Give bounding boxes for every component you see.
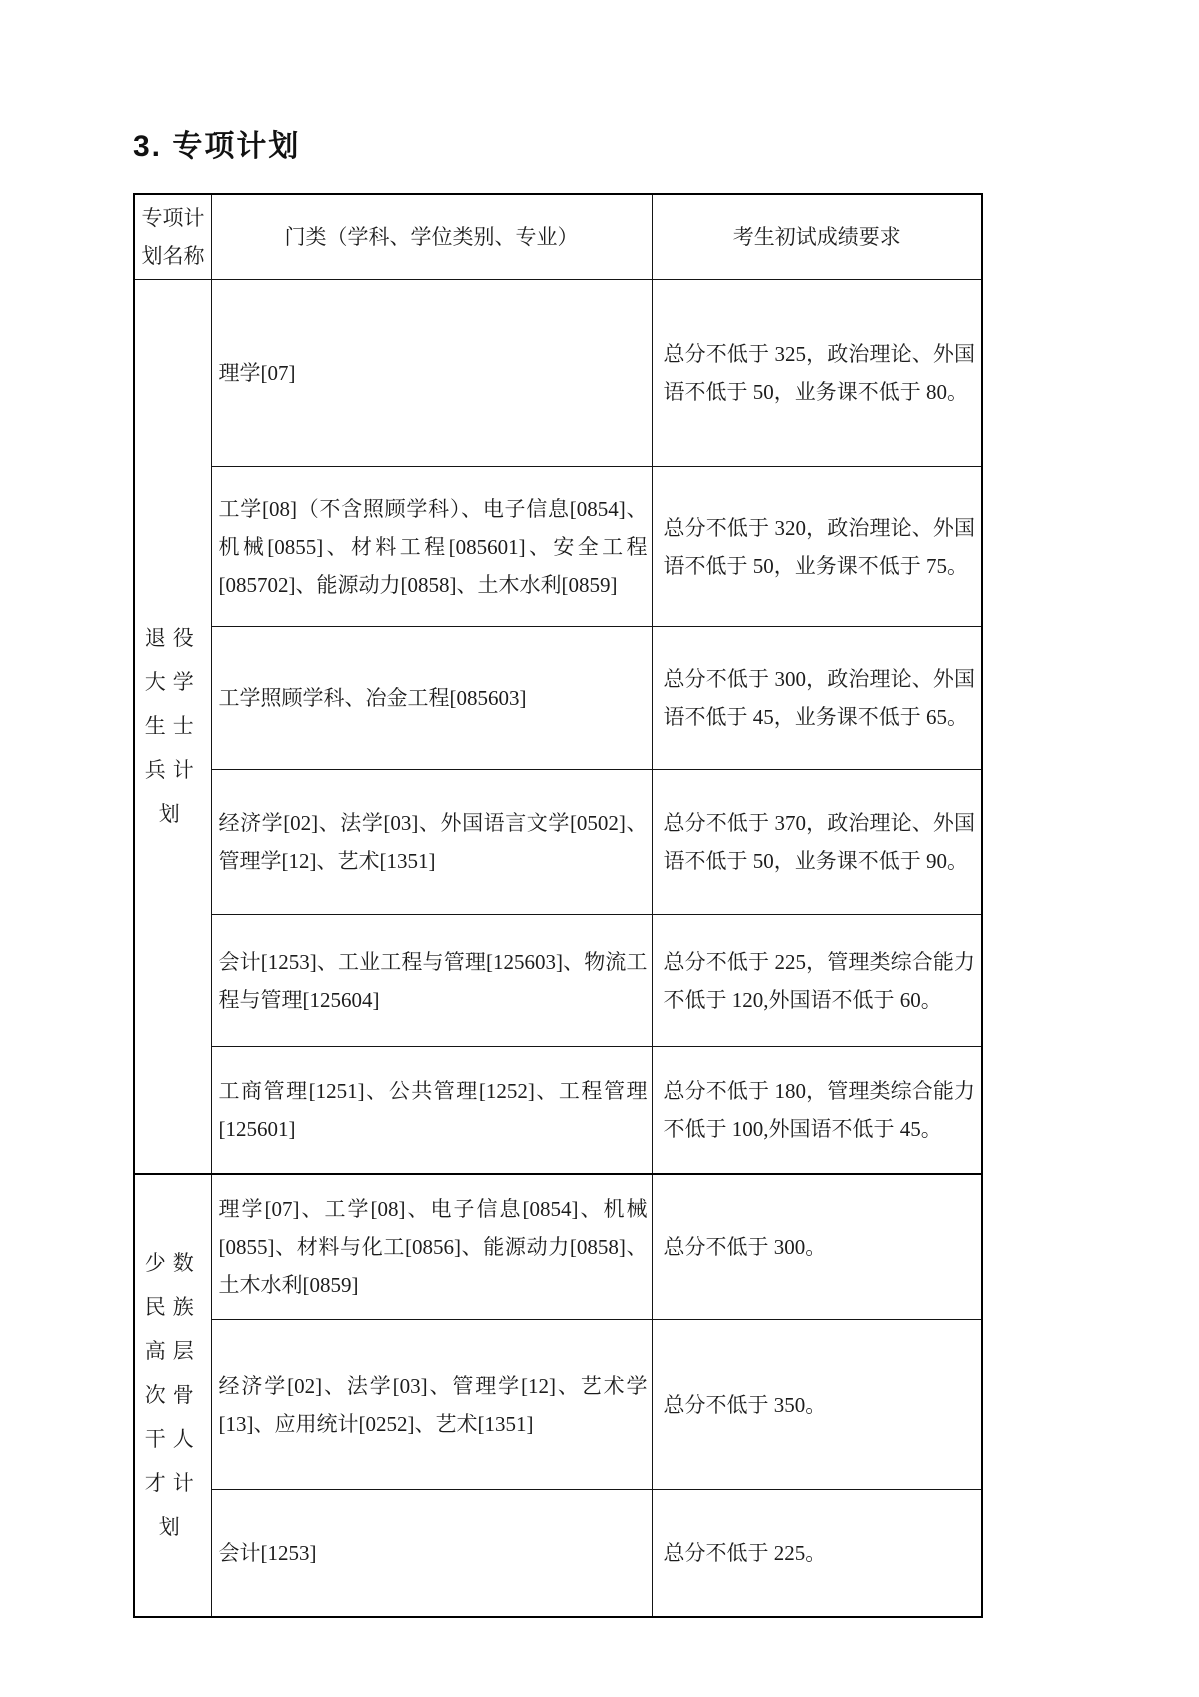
table-row xyxy=(134,1047,982,1174)
plan-name-label: 少数民族高层次骨干人才计划 xyxy=(144,1251,201,1539)
category-cell: 工商管理[1251]、公共管理[1252]、工程管理[125601] xyxy=(211,1047,652,1174)
requirement-cell: 总分不低于 300。 xyxy=(652,1174,982,1320)
special-plans-table xyxy=(133,193,983,1618)
header-category xyxy=(211,194,652,280)
requirement-cell: 总分不低于 320，政治理论、外国语不低于 50，业务课不低于 75。 xyxy=(652,467,982,627)
header-requirement-label: 考生初试成绩要求 xyxy=(732,225,901,249)
table-header-row xyxy=(134,194,982,280)
header-plan-name-label: 专项计划名称 xyxy=(141,206,205,268)
section-title: 3. 专项计划 xyxy=(133,130,301,163)
category-cell: 经济学[02]、法学[03]、管理学[12]、艺术学[13]、应用统计[0252]、艺术[1351] xyxy=(211,1320,652,1490)
table-row xyxy=(134,280,982,467)
table-row xyxy=(134,915,982,1047)
requirement-cell: 总分不低于 325，政治理论、外国语不低于 50，业务课不低于 80。 xyxy=(652,280,982,467)
category-cell: 经济学[02]、法学[03]、外国语言文学[0502]、管理学[12]、艺术[1351] xyxy=(211,770,652,915)
requirement-cell: 总分不低于 225。 xyxy=(652,1490,982,1617)
table-row xyxy=(134,467,982,627)
requirement-cell: 总分不低于 180，管理类综合能力不低于 100,外国语不低于 45。 xyxy=(652,1047,982,1174)
requirement-cell: 总分不低于 370，政治理论、外国语不低于 50，业务课不低于 90。 xyxy=(652,770,982,915)
category-cell: 会计[1253] xyxy=(211,1490,652,1617)
table-row xyxy=(134,1320,982,1490)
plan-name-cell-minority xyxy=(134,1174,211,1617)
table-row xyxy=(134,770,982,915)
category-cell: 理学[07] xyxy=(211,280,652,467)
requirement-cell: 总分不低于 350。 xyxy=(652,1320,982,1490)
table-row xyxy=(134,1490,982,1617)
plan-name-cell-veterans xyxy=(134,280,211,1174)
plan-name-label: 退役大学生士兵计划 xyxy=(144,626,201,827)
table-row xyxy=(134,1174,982,1320)
table-row xyxy=(134,627,982,770)
category-cell: 会计[1253]、工业工程与管理[125603]、物流工程与管理[125604] xyxy=(211,915,652,1047)
category-cell: 理学[07]、工学[08]、电子信息[0854]、机械[0855]、材料与化工[0856]、能源动力[0858]、土木水利[0859] xyxy=(211,1174,652,1320)
requirement-cell: 总分不低于 300，政治理论、外国语不低于 45，业务课不低于 65。 xyxy=(652,627,982,770)
header-requirement xyxy=(652,194,982,280)
category-cell: 工学[08]（不含照顾学科）、电子信息[0854]、机械[0855]、材料工程[085601]、安全工程[085702]、能源动力[0858]、土木水利[0859] xyxy=(211,467,652,627)
category-cell: 工学照顾学科、冶金工程[085603] xyxy=(211,627,652,770)
requirement-cell: 总分不低于 225，管理类综合能力不低于 120,外国语不低于 60。 xyxy=(652,915,982,1047)
header-category-label: 门类（学科、学位类别、专业） xyxy=(284,225,579,249)
header-plan-name xyxy=(134,194,211,280)
page-content xyxy=(133,121,981,1618)
